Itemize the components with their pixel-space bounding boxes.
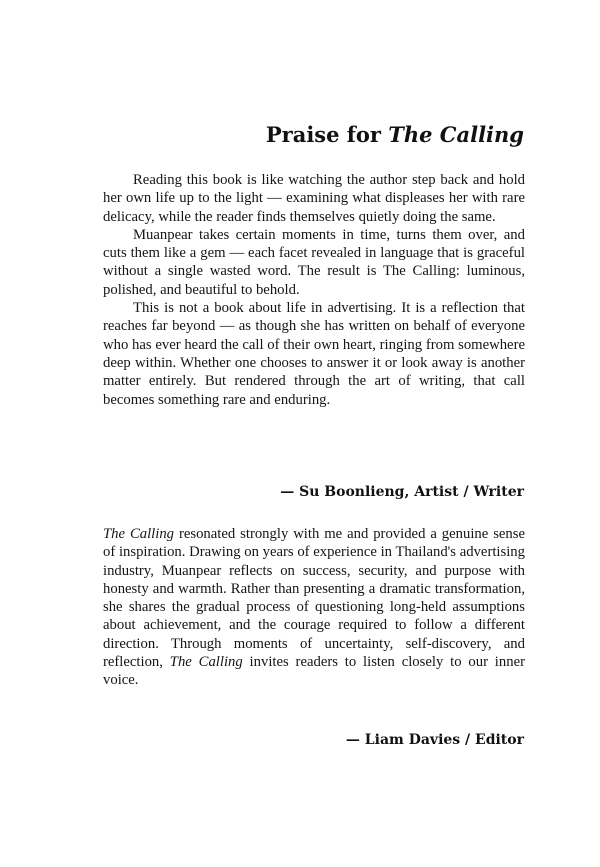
title-prefix: Praise for [265, 122, 389, 147]
review-liam-davies [103, 525, 525, 690]
review-text: invites readers to listen closely to our inner voice. [103, 654, 525, 689]
review-attribution-su-boonlieng: — Su Boonlieng, Artist / Writer [280, 484, 524, 500]
review-paragraph: Muanpear takes certain moments in time, turns them over, and cuts them like a gem — each facet revealed in language that is graceful without a single wasted word. The result is The Calling: luminous, polished, and beautiful to behold. [103, 226, 525, 298]
review-su-boonlieng [103, 171, 525, 409]
review-paragraph [103, 525, 525, 690]
book-title-reference: The Calling [103, 526, 175, 542]
book-title: The Calling [388, 122, 524, 147]
review-paragraph: This is not a book about life in advertising. It is a reflection that reaches far beyond — as though she has written on behalf of everyone who has ever heard the call of their own heart, ringing from somewhere deep within. Whether one chooses to answer it or look away is another matter entirely. But rendered through the art of writing, that call becomes something rare and enduring. [103, 300, 525, 408]
book-title-reference: The Calling [169, 654, 243, 671]
review-paragraph: Reading this book is like watching the author step back and hold her own life up to the light — examining what displeases her with rare delicacy, while the reader finds themselves quietly doing the same. [103, 172, 525, 225]
review-text: resonated strongly with me and provided a genuine sense of inspiration. Drawing on years of experience in Thailand's advertising industry, Muanpear reflects on success, security, and purpose with honesty and warmth. Rather than presenting a dramatic transformation, she shares the gradual process of questioning long-held assumptions about achievement, and the courage required to follow a different direction. Through moments of uncertainty, self-discovery, and reflection, [103, 526, 526, 671]
page-title [266, 122, 524, 147]
review-attribution-liam-davies: — Liam Davies / Editor [345, 732, 524, 748]
